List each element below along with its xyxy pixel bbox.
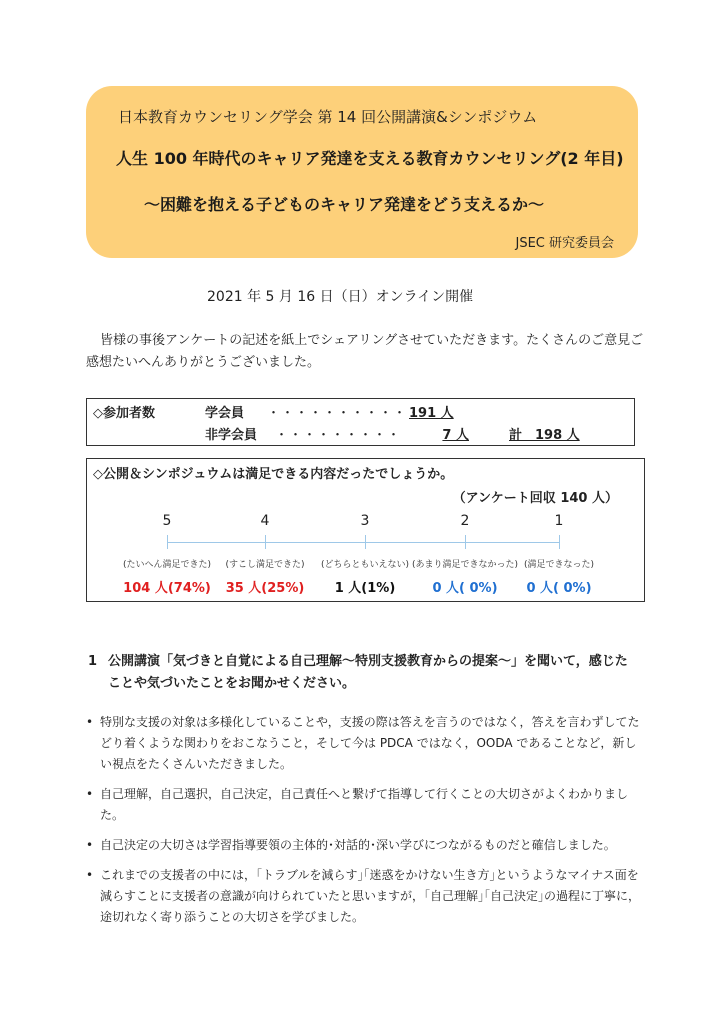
comment-text: これまでの支援者の中には，｢トラブルを減らす｣｢迷惑をかけない生き方｣というようなマイナス面を減らすことに支援者の意識が向けられていたと思いますが，｢自己理解｣｢自己決定｣の過程に丁寧に，途切れなく寄り添うことの大切さを学びました。 <box>100 868 641 924</box>
bullet-icon: • <box>86 838 94 852</box>
comment-text: 特別な支援の対象は多様化していることや，支援の際は答えを言うのではなく，答えを言わずしてたどり着くような関わりをおこなうこと，そして今は PDCA ではなく，OODA であることなど，新しい視点をたくさんいただきました。 <box>100 715 640 771</box>
bullet-icon: • <box>86 715 94 729</box>
scale-label: (満足できなった) <box>523 560 595 570</box>
scale-count: 0 人( 0%) <box>432 581 498 596</box>
scale-number: 1 <box>554 513 564 529</box>
scale-count: 104 人(74%) <box>123 581 211 596</box>
participants-box <box>86 398 635 446</box>
scale-line <box>167 542 559 543</box>
intro-paragraph: 皆様の事後アンケートの記述を紙上でシェアリングさせていただきます。たくさんのご意見ご感想たいへんありがとうございました。 <box>86 333 644 370</box>
scale-label: (すこし満足できた) <box>225 560 305 570</box>
scale-number: 4 <box>260 513 270 529</box>
comment-list <box>86 712 642 937</box>
event-date: 2021 年 5 月 16 日（日）オンライン開催 <box>207 289 474 305</box>
satisfaction-box <box>86 458 645 602</box>
section-1-heading <box>88 651 628 695</box>
title-banner <box>86 86 638 258</box>
comment-item <box>86 712 642 775</box>
scale-label: (どちらともいえない) <box>320 560 410 570</box>
event-title: 日本教育カウンセリング学会 第 14 回公開講演&シンポジウム <box>118 108 538 126</box>
event-theme: 人生 100 年時代のキャリア発達を支える教育カウンセリング(2 年目) <box>116 149 624 168</box>
section-number: 1 <box>88 654 98 669</box>
scale-number: 5 <box>162 513 172 529</box>
member-label: 学会員 <box>205 406 245 421</box>
comment-text: 自己決定の大切さは学習指導要領の主体的･対話的･深い学びにつながるものだと確信しました。 <box>100 838 616 852</box>
scale-tick <box>465 535 466 549</box>
nonmember-label: 非学会員 <box>205 428 258 443</box>
bullet-icon: • <box>86 787 94 801</box>
scale-tick <box>265 535 266 549</box>
organizer: JSEC 研究委員会 <box>515 236 614 251</box>
response-count: （アンケート回収 140 人） <box>452 491 618 506</box>
comment-item <box>86 784 642 826</box>
scale-number: 2 <box>460 513 470 529</box>
section-text: 公開講演「気づきと自覚による自己理解〜特別支援教育からの提案〜」を聞いて，感じたことや気づいたことをお聞かせください。 <box>108 654 628 691</box>
scale-label: (たいへん満足できた) <box>122 560 212 570</box>
comment-text: 自己理解，自己選択，自己決定，自己責任へと繋げて指導して行くことの大切さがよくわかりました。 <box>100 787 629 822</box>
scale-tick <box>559 535 560 549</box>
event-subtheme: 〜困難を抱える子どものキャリア発達をどう支えるか〜 <box>144 195 545 214</box>
comment-item <box>86 835 642 856</box>
member-count: 191 人 <box>409 406 454 421</box>
scale-count: 35 人(25%) <box>225 581 305 596</box>
scale-count: 1 人(1%) <box>334 581 396 596</box>
total-count: 計 198 人 <box>509 428 580 443</box>
nonmember-dots: ・・・・・・・・・ <box>275 428 402 443</box>
satisfaction-question: ◇公開＆シンポジュウムは満足できる内容だったでしょうか。 <box>93 467 454 482</box>
bullet-icon: • <box>86 868 94 882</box>
scale-tick <box>365 535 366 549</box>
nonmember-count: 7 人 <box>442 428 469 443</box>
member-dots: ・・・・・・・・・・・ <box>267 406 422 421</box>
participants-header: ◇参加者数 <box>93 406 155 421</box>
comment-item <box>86 865 642 928</box>
scale-tick <box>167 535 168 549</box>
scale-number: 3 <box>360 513 370 529</box>
scale-count: 0 人( 0%) <box>526 581 592 596</box>
scale-label: (あまり満足できなかった) <box>411 560 519 570</box>
